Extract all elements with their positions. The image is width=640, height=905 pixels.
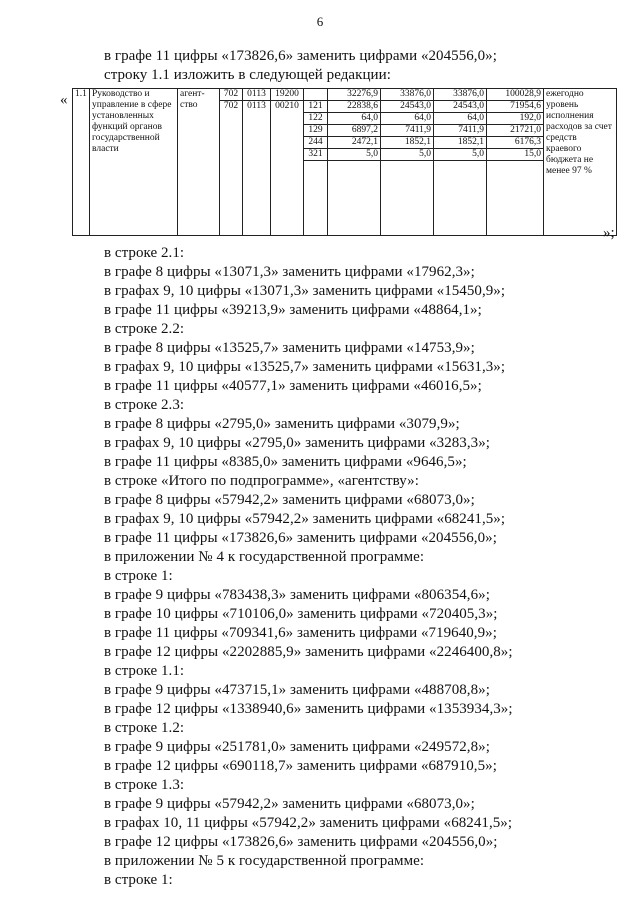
body-line: в строке 2.1: — [104, 245, 185, 261]
body-line: в строке 2.3: — [104, 397, 185, 413]
vr-cell: 321 — [304, 149, 328, 161]
body-line: в графе 8 цифры «13525,7» заменить цифрами «14753,9»; — [104, 340, 475, 356]
vr-cell: 121 — [304, 101, 328, 113]
body-line: в графе 9 цифры «473715,1» заменить цифрами «488708,8»; — [104, 682, 490, 698]
body-line: в графе 12 цифры «2202885,9» заменить цифрами «2246400,8»; — [104, 644, 513, 660]
intro-line: строку 1.1 изложить в следующей редакции: — [104, 67, 391, 83]
value-cell: 1852,1 — [381, 137, 434, 149]
body-line: в графе 8 цифры «57942,2» заменить цифрами «68073,0»; — [104, 492, 475, 508]
row-executor: агент-ство — [178, 89, 220, 236]
value-cell: 64,0 — [434, 113, 487, 125]
body-line: в графе 10 цифры «710106,0» заменить цифрами «720405,3»; — [104, 606, 498, 622]
body-line: в графах 9, 10 цифры «2795,0» заменить цифрами «3283,3»; — [104, 435, 490, 451]
body-line: в графе 12 цифры «173826,6» заменить цифрами «204556,0»; — [104, 834, 498, 850]
body-line: в графе 11 цифры «39213,9» заменить цифрами «48864,1»; — [104, 302, 482, 318]
value-cell: 7411,9 — [434, 125, 487, 137]
value-cell: 5,0 — [381, 149, 434, 161]
body-line: в графе 9 цифры «783438,3» заменить цифрами «806354,6»; — [104, 587, 490, 603]
body-line: в строке 1: — [104, 568, 173, 584]
quote-close: »; — [603, 225, 615, 241]
quote-open: « — [60, 92, 68, 108]
value-cell: 6897,2 — [328, 125, 381, 137]
intro-line: в графе 11 цифры «173826,6» заменить цифрами «204556,0»; — [104, 48, 497, 64]
value-cell: 5,0 — [434, 149, 487, 161]
value-cell: 7411,9 — [381, 125, 434, 137]
body-line: в графе 12 цифры «690118,7» заменить цифрами «687910,5»; — [104, 758, 497, 774]
csr-cell: 19200 — [271, 89, 304, 101]
row-number: 1.1 — [73, 89, 90, 236]
body-line: в графах 10, 11 цифры «57942,2» заменить цифрами «68241,5»; — [104, 815, 513, 831]
body-line: в строке 1: — [104, 872, 173, 888]
body-line: в графе 11 цифры «709341,6» заменить цифрами «719640,9»; — [104, 625, 497, 641]
value-cell: 24543,0 — [381, 101, 434, 113]
row-result: ежегодно уровень исполнения расходов за счет средств краевого бюджета не менее 97 % — [544, 89, 617, 236]
value-cell: 6176,3 — [487, 137, 544, 149]
body-line: в графе 9 цифры «57942,2» заменить цифрами «68073,0»; — [104, 796, 475, 812]
body-line: в строке 1.2: — [104, 720, 185, 736]
value-cell: 33876,0 — [381, 89, 434, 101]
body-line: в графах 9, 10 цифры «13525,7» заменить цифрами «15631,3»; — [104, 359, 506, 375]
grbs-cell: 702 — [220, 89, 243, 101]
body-line: в графе 11 цифры «8385,0» заменить цифрами «9646,5»; — [104, 454, 467, 470]
value-cell: 22838,6 — [328, 101, 381, 113]
body-line: в строке 1.1: — [104, 663, 185, 679]
value-cell: 5,0 — [328, 149, 381, 161]
body-line: в приложении № 4 к государственной программе: — [104, 549, 425, 565]
amendment-table — [72, 88, 617, 236]
body-line: в графе 8 цифры «2795,0» заменить цифрами «3079,9»; — [104, 416, 460, 432]
value-cell: 32276,9 — [328, 89, 381, 101]
value-cell: 1852,1 — [434, 137, 487, 149]
body-line: в графе 11 цифры «40577,1» заменить цифрами «46016,5»; — [104, 378, 482, 394]
body-line: в строке «Итого по подпрограмме», «агентству»: — [104, 473, 419, 489]
value-cell: 21721,0 — [487, 125, 544, 137]
page-number: 6 — [316, 14, 324, 29]
grbs-cell: 702 — [220, 101, 243, 236]
body-line: в строке 2.2: — [104, 321, 185, 337]
value-cell: 24543,0 — [434, 101, 487, 113]
body-line: в строке 1.3: — [104, 777, 185, 793]
value-cell: 2472,1 — [328, 137, 381, 149]
vr-cell: 122 — [304, 113, 328, 125]
value-cell: 64,0 — [328, 113, 381, 125]
value-cell: 33876,0 — [434, 89, 487, 101]
body-line: в графе 9 цифры «251781,0» заменить цифрами «249572,8»; — [104, 739, 490, 755]
value-cell: 192,0 — [487, 113, 544, 125]
rzpr-cell: 0113 — [243, 89, 271, 101]
rzpr-cell: 0113 — [243, 101, 271, 236]
body-line: в графе 11 цифры «173826,6» заменить цифрами «204556,0»; — [104, 530, 497, 546]
vr-cell: 244 — [304, 137, 328, 149]
vr-cell: 129 — [304, 125, 328, 137]
csr-cell: 00210 — [271, 101, 304, 236]
vr-cell — [304, 89, 328, 101]
value-cell: 15,0 — [487, 149, 544, 161]
body-line: в графе 12 цифры «1338940,6» заменить цифрами «1353934,3»; — [104, 701, 513, 717]
body-line: в графе 8 цифры «13071,3» заменить цифрами «17962,3»; — [104, 264, 475, 280]
body-line: в графах 9, 10 цифры «13071,3» заменить цифрами «15450,9»; — [104, 283, 506, 299]
row-name: Руководство и управление в сфере установленных функций органов государственной власти — [90, 89, 178, 236]
value-cell: 64,0 — [381, 113, 434, 125]
value-cell: 100028,9 — [487, 89, 544, 101]
body-line: в графах 9, 10 цифры «57942,2» заменить цифрами «68241,5»; — [104, 511, 506, 527]
value-cell: 71954,6 — [487, 101, 544, 113]
body-line: в приложении № 5 к государственной программе: — [104, 853, 425, 869]
